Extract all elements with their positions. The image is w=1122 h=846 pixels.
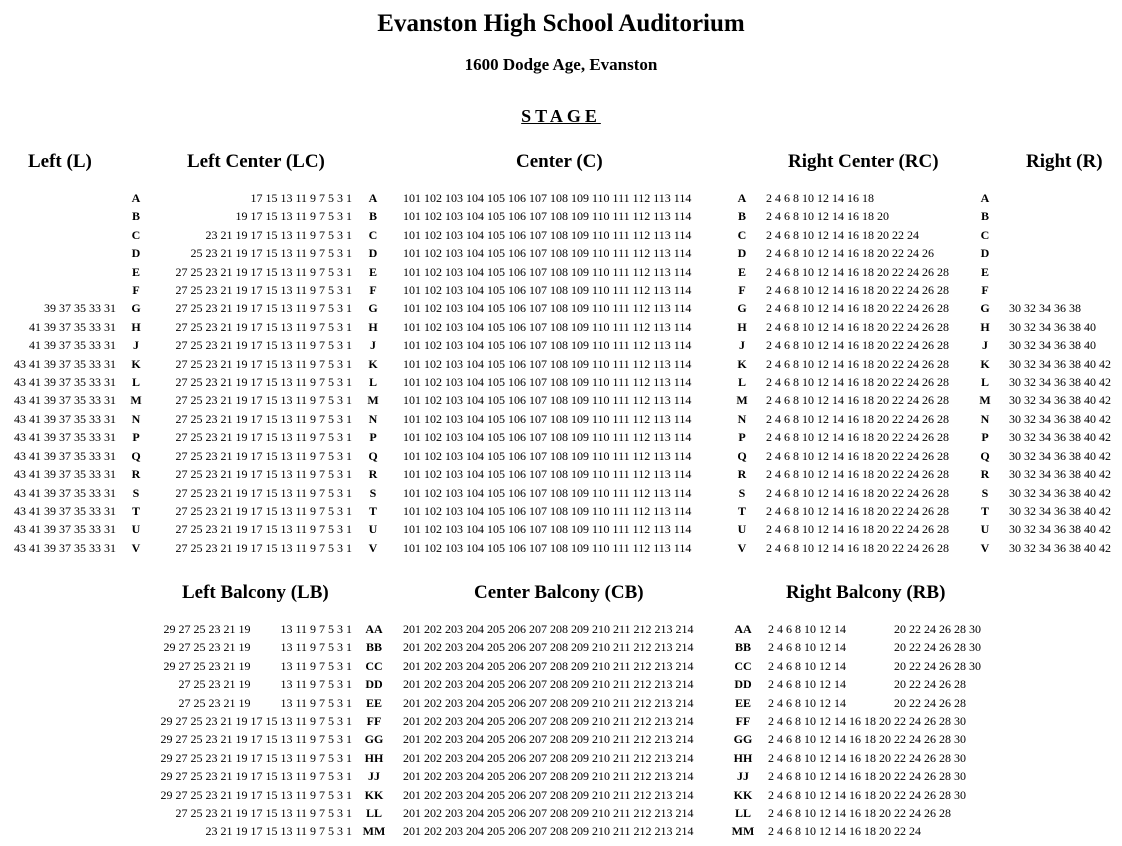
row-label-V: V [131,540,141,555]
left-seats-row-M: 43 41 39 37 35 33 31 [14,393,116,408]
row-label-C: C [368,227,378,242]
row-label-C: C [131,227,141,242]
left-center-seats-row-Q: 27 25 23 21 19 17 15 13 11 9 7 5 3 1 [175,448,352,463]
right-center-seats-row-D: 2 4 6 8 10 12 14 16 18 20 22 24 26 [766,246,934,261]
left-center-seats-row-E: 27 25 23 21 19 17 15 13 11 9 7 5 3 1 [175,264,352,279]
left-balcony-seats-row-AA: 29 27 25 23 21 19 13 11 9 7 5 3 1 [163,622,352,636]
main-row-labels-center-right [731,189,753,557]
center-balcony-seats-row-LL: 201 202 203 204 205 206 207 208 209 210 211 212 213 214 [403,806,694,821]
right-center-seats-row-L: 2 4 6 8 10 12 14 16 18 20 22 24 26 28 [766,375,949,390]
center-balcony-seats-row-BB: 201 202 203 204 205 206 207 208 209 210 211 212 213 214 [403,640,694,655]
left-seats-row-N: 43 41 39 37 35 33 31 [14,411,116,426]
left-balcony-seats-row-GG: 29 27 25 23 21 19 17 15 13 11 9 7 5 3 1 [160,732,352,747]
row-label-K: K [368,356,378,371]
stage-label: STAGE [521,106,601,126]
balcony-row-label-MM: MM [731,824,755,839]
row-label-P: P [981,430,989,445]
left-seats-row-A [0,189,116,207]
row-label-L: L [737,375,746,390]
center-balcony-seats-row-CC: 201 202 203 204 205 206 207 208 209 210 211 212 213 214 [403,658,694,673]
row-label-P: P [132,430,140,445]
section-heading-right-center: Right Center (RC) [788,151,939,172]
balcony-row-label-KK: KK [364,787,384,802]
right-seats-row-J: 30 32 34 36 38 40 [1009,338,1096,353]
section-heading-right: Right (R) [1026,151,1103,172]
left-center-seats-row-N: 27 25 23 21 19 17 15 13 11 9 7 5 3 1 [175,411,352,426]
left-seats-row-B [0,207,116,225]
right-balcony-seats-row-AA: 2 4 6 8 10 12 14 20 22 24 26 28 30 [768,622,981,636]
right-seats-row-F [1009,281,1121,299]
left-balcony-seats-row-HH: 29 27 25 23 21 19 17 15 13 11 9 7 5 3 1 [160,750,352,765]
row-label-K: K [131,356,141,371]
left-seats-row-D [0,244,116,262]
left-balcony-seats-row-LL: 27 25 23 21 19 17 15 13 11 9 7 5 3 1 [175,806,352,821]
left-seats-row-G: 39 37 35 33 31 [44,301,116,316]
row-label-F: F [369,283,377,298]
left-center-seats-row-D: 25 23 21 19 17 15 13 11 9 7 5 3 1 [190,246,352,261]
main-center-seats [403,189,723,557]
row-label-V: V [737,540,747,555]
row-label-U: U [980,522,990,537]
right-seats-row-P: 30 32 34 36 38 40 42 [1009,430,1111,445]
left-seats-row-F [0,281,116,299]
row-label-T: T [737,503,746,518]
right-seats-row-K: 30 32 34 36 38 40 42 [1009,356,1111,371]
balcony-row-label-MM: MM [362,824,386,839]
row-label-N: N [368,411,378,426]
center-balcony-seats-row-JJ: 201 202 203 204 205 206 207 208 209 210 211 212 213 214 [403,769,694,784]
row-label-F: F [132,283,140,298]
balcony-row-label-HH: HH [733,750,753,765]
row-label-D: D [131,246,141,261]
right-balcony-seats-row-HH: 2 4 6 8 10 12 14 16 18 20 22 24 26 28 30 [768,750,966,765]
row-label-P: P [369,430,377,445]
row-label-L: L [131,375,140,390]
row-label-A: A [368,191,378,205]
section-heading-center-balcony: Center Balcony (CB) [474,582,644,603]
center-balcony-seats-row-EE: 201 202 203 204 205 206 207 208 209 210 211 212 213 214 [403,695,694,710]
right-seats-row-E [1009,263,1121,281]
row-label-T: T [368,503,377,518]
row-label-G: G [131,301,141,316]
center-seats-row-J: 101 102 103 104 105 106 107 108 109 110 111 112 113 114 [403,338,692,353]
balcony-row-label-LL: LL [734,806,751,821]
left-seats-row-J: 41 39 37 35 33 31 [29,338,116,353]
balcony-row-label-JJ: JJ [737,769,749,784]
left-center-seats-row-K: 27 25 23 21 19 17 15 13 11 9 7 5 3 1 [175,356,352,371]
row-label-H: H [980,319,990,334]
balcony-row-label-GG: GG [733,732,753,747]
center-seats-row-N: 101 102 103 104 105 106 107 108 109 110 111 112 113 114 [403,411,692,426]
right-center-seats-row-R: 2 4 6 8 10 12 14 16 18 20 22 24 26 28 [766,467,949,482]
center-seats-row-U: 101 102 103 104 105 106 107 108 109 110 111 112 113 114 [403,522,692,537]
right-seats-row-C [1009,226,1121,244]
left-seats-row-H: 41 39 37 35 33 31 [29,319,116,334]
row-label-D: D [980,246,990,261]
balcony-row-label-HH: HH [364,750,384,765]
left-seats-row-T: 43 41 39 37 35 33 31 [14,503,116,518]
left-center-seats-row-C: 23 21 19 17 15 13 11 9 7 5 3 1 [205,227,352,242]
left-balcony-seats-row-CC: 29 27 25 23 21 19 13 11 9 7 5 3 1 [163,658,352,673]
right-balcony-seats-row-EE: 2 4 6 8 10 12 14 20 22 24 26 28 [768,695,966,710]
balcony-row-label-CC: CC [365,658,383,673]
row-label-F: F [738,283,746,298]
right-center-seats-row-F: 2 4 6 8 10 12 14 16 18 20 22 24 26 28 [766,283,949,298]
row-label-D: D [737,246,747,261]
right-balcony-seats-row-DD: 2 4 6 8 10 12 14 20 22 24 26 28 [768,677,966,692]
right-balcony-seats-row-MM: 2 4 6 8 10 12 14 16 18 20 22 24 [768,824,921,839]
right-center-seats-row-A: 2 4 6 8 10 12 14 16 18 [766,191,874,205]
left-seats-row-P: 43 41 39 37 35 33 31 [14,430,116,445]
left-center-seats-row-U: 27 25 23 21 19 17 15 13 11 9 7 5 3 1 [175,522,352,537]
right-balcony-seats-row-CC: 2 4 6 8 10 12 14 20 22 24 26 28 30 [768,658,981,673]
main-row-labels-left [126,189,146,557]
row-label-V: V [980,540,990,555]
right-center-seats-row-S: 2 4 6 8 10 12 14 16 18 20 22 24 26 28 [766,485,949,500]
main-row-labels-right [974,189,996,557]
right-seats-row-B [1009,207,1121,225]
center-seats-row-D: 101 102 103 104 105 106 107 108 109 110 111 112 113 114 [403,246,692,261]
row-label-H: H [737,319,747,334]
row-label-N: N [980,411,990,426]
center-seats-row-C: 101 102 103 104 105 106 107 108 109 110 111 112 113 114 [403,227,692,242]
left-center-seats-row-J: 27 25 23 21 19 17 15 13 11 9 7 5 3 1 [175,338,352,353]
right-balcony-seats-row-BB: 2 4 6 8 10 12 14 20 22 24 26 28 30 [768,640,981,655]
center-balcony-seats-row-AA: 201 202 203 204 205 206 207 208 209 210 211 212 213 214 [403,622,694,636]
left-seats-row-Q: 43 41 39 37 35 33 31 [14,448,116,463]
row-label-Q: Q [980,448,990,463]
center-seats-row-F: 101 102 103 104 105 106 107 108 109 110 111 112 113 114 [403,283,692,298]
main-right-seats [1009,189,1121,557]
center-balcony-seats-row-DD: 201 202 203 204 205 206 207 208 209 210 211 212 213 214 [403,677,694,692]
balcony-row-label-GG: GG [364,732,384,747]
row-label-E: E [737,264,746,279]
row-label-T: T [980,503,989,518]
right-seats-row-D [1009,244,1121,262]
left-seats-row-L: 43 41 39 37 35 33 31 [14,375,116,390]
right-balcony-seats-row-KK: 2 4 6 8 10 12 14 16 18 20 22 24 26 28 30 [768,787,966,802]
balcony-row-label-DD: DD [365,677,383,692]
row-label-L: L [368,375,377,390]
left-balcony-seats-row-KK: 29 27 25 23 21 19 17 15 13 11 9 7 5 3 1 [160,787,352,802]
row-label-L: L [980,375,989,390]
right-center-seats-row-K: 2 4 6 8 10 12 14 16 18 20 22 24 26 28 [766,356,949,371]
left-seats-row-S: 43 41 39 37 35 33 31 [14,485,116,500]
left-center-seats-row-A: 17 15 13 11 9 7 5 3 1 [250,191,352,205]
center-balcony-seats-row-KK: 201 202 203 204 205 206 207 208 209 210 211 212 213 214 [403,787,694,802]
row-label-S: S [738,485,746,500]
left-seats-row-E [0,263,116,281]
row-label-N: N [131,411,141,426]
right-seats-row-A [1009,189,1121,207]
main-right-center-seats [766,189,971,557]
right-seats-row-T: 30 32 34 36 38 40 42 [1009,503,1111,518]
center-balcony-seats-row-FF: 201 202 203 204 205 206 207 208 209 210 211 212 213 214 [403,714,694,729]
row-label-B: B [737,209,746,224]
balcony-row-labels-left [360,620,388,841]
right-center-seats-row-G: 2 4 6 8 10 12 14 16 18 20 22 24 26 28 [766,301,949,316]
left-balcony-seats-row-DD: 27 25 23 21 19 13 11 9 7 5 3 1 [178,677,352,692]
left-seats-row-C [0,226,116,244]
row-label-C: C [737,227,747,242]
row-label-K: K [980,356,990,371]
row-label-M: M [979,393,991,408]
balcony-row-label-AA: AA [734,622,752,636]
main-row-labels-center-left [362,189,384,557]
row-label-U: U [737,522,747,537]
right-balcony-seats-row-LL: 2 4 6 8 10 12 14 16 18 20 22 24 26 28 [768,806,951,821]
right-seats-row-V: 30 32 34 36 38 40 42 [1009,540,1111,555]
left-balcony-seats-row-JJ: 29 27 25 23 21 19 17 15 13 11 9 7 5 3 1 [160,769,352,784]
row-label-R: R [368,467,378,482]
row-label-T: T [131,503,140,518]
left-seats-row-V: 43 41 39 37 35 33 31 [14,540,116,555]
balcony-row-label-EE: EE [734,695,751,710]
center-seats-row-E: 101 102 103 104 105 106 107 108 109 110 111 112 113 114 [403,264,692,279]
right-center-seats-row-B: 2 4 6 8 10 12 14 16 18 20 [766,209,889,224]
row-label-S: S [369,485,377,500]
row-label-H: H [368,319,378,334]
row-label-E: E [980,264,989,279]
center-seats-row-B: 101 102 103 104 105 106 107 108 109 110 111 112 113 114 [403,209,692,224]
center-seats-row-Q: 101 102 103 104 105 106 107 108 109 110 111 112 113 114 [403,448,692,463]
row-label-G: G [980,301,990,316]
right-seats-row-R: 30 32 34 36 38 40 42 [1009,467,1111,482]
balcony-left-seats [120,620,352,841]
right-balcony-seats-row-JJ: 2 4 6 8 10 12 14 16 18 20 22 24 26 28 30 [768,769,966,784]
row-label-J: J [133,338,139,353]
right-seats-row-S: 30 32 34 36 38 40 42 [1009,485,1111,500]
right-seats-row-U: 30 32 34 36 38 40 42 [1009,522,1111,537]
center-seats-row-V: 101 102 103 104 105 106 107 108 109 110 111 112 113 114 [403,540,692,555]
balcony-row-label-AA: AA [365,622,383,636]
right-seats-row-L: 30 32 34 36 38 40 42 [1009,375,1111,390]
left-center-seats-row-B: 19 17 15 13 11 9 7 5 3 1 [235,209,352,224]
center-seats-row-A: 101 102 103 104 105 106 107 108 109 110 111 112 113 114 [403,191,692,205]
row-label-A: A [980,191,990,205]
section-heading-left: Left (L) [28,151,92,172]
left-balcony-seats-row-EE: 27 25 23 21 19 13 11 9 7 5 3 1 [178,695,352,710]
right-center-seats-row-U: 2 4 6 8 10 12 14 16 18 20 22 24 26 28 [766,522,949,537]
left-center-seats-row-P: 27 25 23 21 19 17 15 13 11 9 7 5 3 1 [175,430,352,445]
left-center-seats-row-H: 27 25 23 21 19 17 15 13 11 9 7 5 3 1 [175,319,352,334]
left-balcony-seats-row-BB: 29 27 25 23 21 19 13 11 9 7 5 3 1 [163,640,352,655]
balcony-row-label-FF: FF [735,714,751,729]
row-label-U: U [368,522,378,537]
row-label-M: M [736,393,748,408]
row-label-J: J [982,338,988,353]
center-balcony-seats-row-MM: 201 202 203 204 205 206 207 208 209 210 211 212 213 214 [403,824,694,839]
row-label-E: E [131,264,140,279]
row-label-A: A [737,191,747,205]
left-seats-row-U: 43 41 39 37 35 33 31 [14,522,116,537]
right-balcony-seats-row-FF: 2 4 6 8 10 12 14 16 18 20 22 24 26 28 30 [768,714,966,729]
left-seats-row-R: 43 41 39 37 35 33 31 [14,467,116,482]
center-balcony-seats-row-HH: 201 202 203 204 205 206 207 208 209 210 211 212 213 214 [403,750,694,765]
row-label-S: S [981,485,989,500]
right-center-seats-row-C: 2 4 6 8 10 12 14 16 18 20 22 24 [766,227,919,242]
balcony-row-label-BB: BB [365,640,382,655]
left-center-seats-row-T: 27 25 23 21 19 17 15 13 11 9 7 5 3 1 [175,503,352,518]
row-label-P: P [738,430,746,445]
right-balcony-seats-row-GG: 2 4 6 8 10 12 14 16 18 20 22 24 26 28 30 [768,732,966,747]
left-seats-row-K: 43 41 39 37 35 33 31 [14,356,116,371]
row-label-D: D [368,246,378,261]
center-seats-row-R: 101 102 103 104 105 106 107 108 109 110 111 112 113 114 [403,467,692,482]
page-title: Evanston High School Auditorium [377,10,745,37]
right-seats-row-Q: 30 32 34 36 38 40 42 [1009,448,1111,463]
balcony-row-labels-right [729,620,757,841]
row-label-M: M [130,393,142,408]
row-label-C: C [980,227,990,242]
row-label-G: G [368,301,378,316]
right-seats-row-G: 30 32 34 36 38 [1009,301,1081,316]
venue-address: 1600 Dodge Age, Evanston [464,55,658,74]
row-label-U: U [131,522,141,537]
center-seats-row-P: 101 102 103 104 105 106 107 108 109 110 111 112 113 114 [403,430,692,445]
section-heading-left-center: Left Center (LC) [187,151,325,172]
section-heading-center: Center (C) [516,151,603,172]
section-heading-right-balcony: Right Balcony (RB) [786,582,946,603]
right-center-seats-row-V: 2 4 6 8 10 12 14 16 18 20 22 24 26 28 [766,540,949,555]
left-center-seats-row-M: 27 25 23 21 19 17 15 13 11 9 7 5 3 1 [175,393,352,408]
main-left-seats [0,189,116,557]
row-label-Q: Q [737,448,747,463]
row-label-R: R [131,467,141,482]
row-label-B: B [980,209,989,224]
row-label-E: E [368,264,377,279]
center-seats-row-S: 101 102 103 104 105 106 107 108 109 110 111 112 113 114 [403,485,692,500]
row-label-H: H [131,319,141,334]
balcony-row-label-BB: BB [734,640,751,655]
balcony-row-label-CC: CC [734,658,752,673]
left-balcony-seats-row-MM: 23 21 19 17 15 13 11 9 7 5 3 1 [205,824,352,839]
right-center-seats-row-P: 2 4 6 8 10 12 14 16 18 20 22 24 26 28 [766,430,949,445]
row-label-B: B [368,209,377,224]
main-left-center-seats [150,189,352,557]
left-center-seats-row-F: 27 25 23 21 19 17 15 13 11 9 7 5 3 1 [175,283,352,298]
right-center-seats-row-E: 2 4 6 8 10 12 14 16 18 20 22 24 26 28 [766,264,949,279]
row-label-A: A [131,191,141,205]
left-center-seats-row-L: 27 25 23 21 19 17 15 13 11 9 7 5 3 1 [175,375,352,390]
center-seats-row-G: 101 102 103 104 105 106 107 108 109 110 111 112 113 114 [403,301,692,316]
center-seats-row-H: 101 102 103 104 105 106 107 108 109 110 111 112 113 114 [403,319,692,334]
right-center-seats-row-J: 2 4 6 8 10 12 14 16 18 20 22 24 26 28 [766,338,949,353]
row-label-G: G [737,301,747,316]
balcony-row-label-FF: FF [366,714,382,729]
section-heading-left-balcony: Left Balcony (LB) [182,582,329,603]
balcony-row-label-KK: KK [733,787,753,802]
row-label-R: R [980,467,990,482]
row-label-M: M [367,393,379,408]
center-seats-row-K: 101 102 103 104 105 106 107 108 109 110 111 112 113 114 [403,356,692,371]
balcony-right-seats [768,620,1008,841]
row-label-S: S [132,485,140,500]
row-label-J: J [739,338,745,353]
row-label-B: B [131,209,140,224]
center-seats-row-L: 101 102 103 104 105 106 107 108 109 110 111 112 113 114 [403,375,692,390]
row-label-J: J [370,338,376,353]
row-label-K: K [737,356,747,371]
left-center-seats-row-V: 27 25 23 21 19 17 15 13 11 9 7 5 3 1 [175,540,352,555]
center-seats-row-T: 101 102 103 104 105 106 107 108 109 110 111 112 113 114 [403,503,692,518]
right-center-seats-row-H: 2 4 6 8 10 12 14 16 18 20 22 24 26 28 [766,319,949,334]
left-balcony-seats-row-FF: 29 27 25 23 21 19 17 15 13 11 9 7 5 3 1 [160,714,352,729]
balcony-row-label-LL: LL [365,806,382,821]
balcony-row-label-DD: DD [734,677,752,692]
right-center-seats-row-Q: 2 4 6 8 10 12 14 16 18 20 22 24 26 28 [766,448,949,463]
balcony-row-label-EE: EE [365,695,382,710]
row-label-Q: Q [368,448,378,463]
right-center-seats-row-M: 2 4 6 8 10 12 14 16 18 20 22 24 26 28 [766,393,949,408]
balcony-center-seats [403,620,723,841]
right-center-seats-row-N: 2 4 6 8 10 12 14 16 18 20 22 24 26 28 [766,411,949,426]
center-seats-row-M: 101 102 103 104 105 106 107 108 109 110 111 112 113 114 [403,393,692,408]
left-center-seats-row-S: 27 25 23 21 19 17 15 13 11 9 7 5 3 1 [175,485,352,500]
right-seats-row-N: 30 32 34 36 38 40 42 [1009,411,1111,426]
row-label-Q: Q [131,448,141,463]
row-label-N: N [737,411,747,426]
left-center-seats-row-G: 27 25 23 21 19 17 15 13 11 9 7 5 3 1 [175,301,352,316]
right-center-seats-row-T: 2 4 6 8 10 12 14 16 18 20 22 24 26 28 [766,503,949,518]
right-seats-row-H: 30 32 34 36 38 40 [1009,319,1096,334]
row-label-V: V [368,540,378,555]
row-label-F: F [981,283,989,298]
row-label-R: R [737,467,747,482]
center-balcony-seats-row-GG: 201 202 203 204 205 206 207 208 209 210 211 212 213 214 [403,732,694,747]
left-center-seats-row-R: 27 25 23 21 19 17 15 13 11 9 7 5 3 1 [175,467,352,482]
right-seats-row-M: 30 32 34 36 38 40 42 [1009,393,1111,408]
balcony-row-label-JJ: JJ [368,769,380,784]
